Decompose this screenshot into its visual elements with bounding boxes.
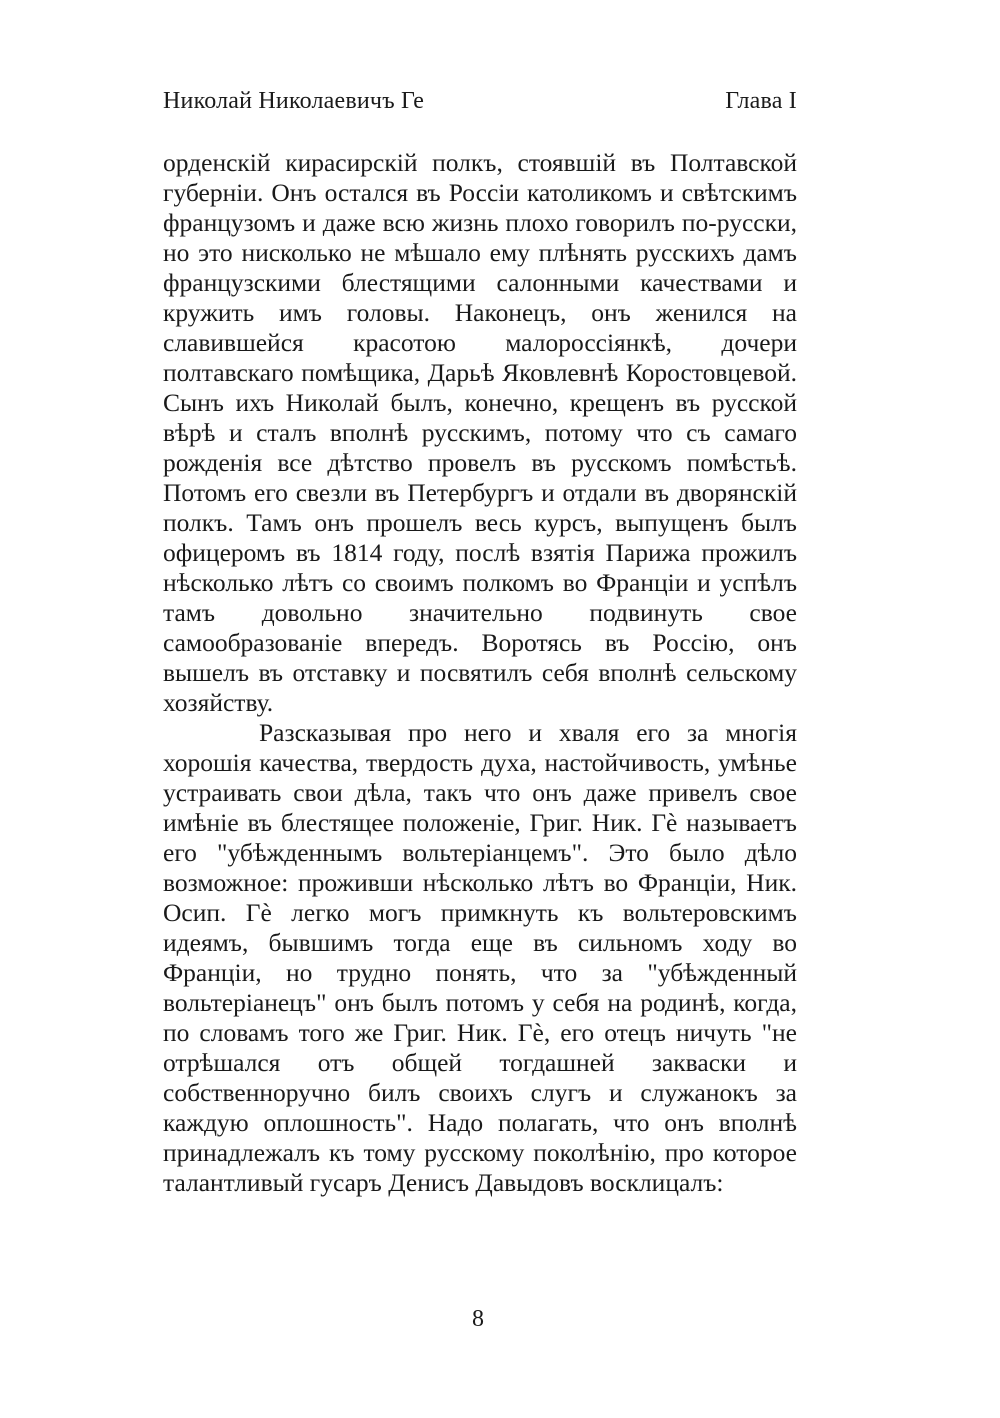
body-text	[163, 148, 797, 1198]
paragraph-2: Разсказывая про него и хваля его за многія хорошія качества, твердость духа, настойчивость, умѣнье устраивать свои дѣла, такъ что онъ даже привелъ свое имѣніе въ блестящее положеніе, Григ. Ник. Гѐ называетъ его "убѣжденнымъ вольтеріанцемъ". Это было дѣло возможное: проживши нѣсколько лѣтъ во Франціи, Ник. Осип. Гѐ легко могъ примкнуть къ вольтеровскимъ идеямъ, бывшимъ тогда еще въ сильномъ ходу во Франціи, но трудно понять, что за "убѣжденный вольтеріанецъ" онъ былъ потомъ у себя на родинѣ, когда, по словамъ того же Григ. Ник. Гѐ, его отецъ ничуть "не отрѣшался отъ общей тогдашней закваски и собственноручно билъ своихъ слугъ и служанокъ за каждую оплошность". Надо полагать, что онъ вполнѣ принадлежалъ къ тому русскому поколѣнію, про которое талантливый гусаръ Денисъ Давыдовъ восклицалъ:	[163, 718, 797, 1197]
page-number: 8	[472, 1306, 484, 1332]
running-header	[163, 84, 797, 118]
header-author: Николай Николаевичъ Ге	[163, 88, 425, 114]
paragraph-1: орденскій кирасирскій полкъ, стоявшій въ Полтавской губерніи. Онъ остался въ Россіи католикомъ и свѣтскимъ французомъ и даже всю жизнь плохо говорилъ по-русски, но это нисколько не мѣшало ему плѣнять русскихъ дамъ французскими блестящими салонными качествами и кружить имъ головы. Наконецъ, онъ женился на славившейся красотою малороссіянкѣ, дочери полтавскаго помѣщика, Дарьѣ Яковлевнѣ Коростовцевой. Сынъ ихъ Николай былъ, конечно, крещенъ въ русской вѣрѣ и сталъ вполнѣ русскимъ, потому что съ самаго рожденія все дѣтство провелъ въ русскомъ помѣстьѣ. Потомъ его свезли въ Петербургъ и отдали въ дворянскій полкъ. Тамъ онъ прошелъ весь курсъ, выпущенъ былъ офицеромъ въ 1814 году, послѣ взятія Парижа прожилъ нѣсколько лѣтъ со своимъ полкомъ во Франціи и успѣлъ тамъ довольно значительно подвинуть свое самообразованіе впередъ. Воротясь въ Россію, онъ вышелъ въ отставку и посвятилъ себя вполнѣ сельскому хозяйству.	[163, 148, 797, 717]
header-chapter: Глава I	[725, 88, 797, 114]
